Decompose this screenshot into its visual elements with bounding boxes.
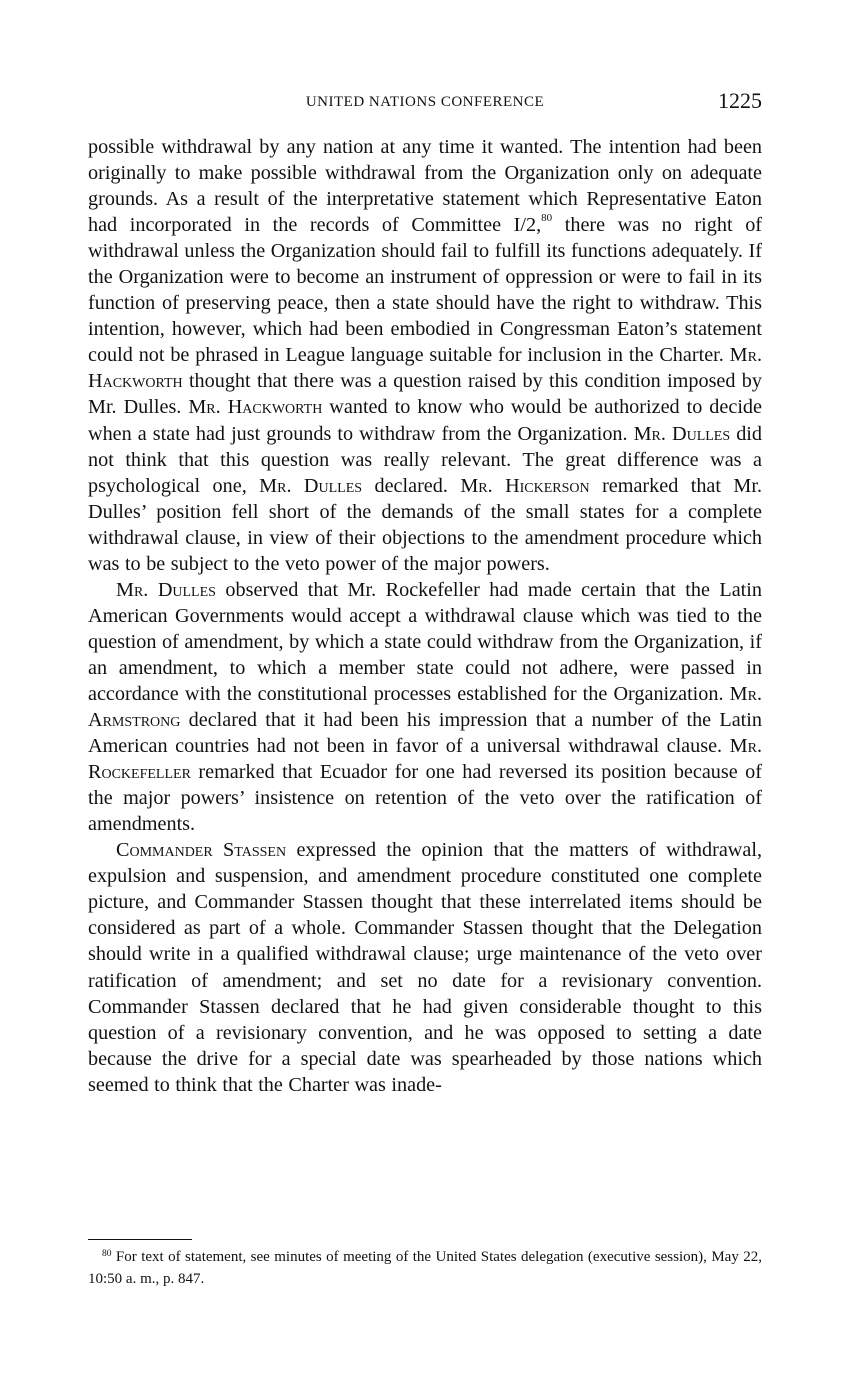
footnote-text: For text of statement, see minutes of meeting of the United States delegation (executive session), May 22, 10:50 a. m., p. 847. [88,1249,762,1287]
footnote-reference: 80 [541,212,553,225]
paragraph-2 [88,577,762,837]
running-head: UNITED NATIONS CONFERENCE [305,94,545,110]
speaker-name: Mr. Dulles [259,474,363,497]
text-run: declared that it had been his impression that a number of the Latin American countries had not been in favor of a universal withdrawal clause. [88,709,762,758]
text-run: observed that Mr. Rockefeller had made certain that the Latin American Governments would accept a withdrawal clause which was tied to the question of amendment, by which a state could withdraw from the Organization, if an amendment, to which a member state could not adhere, were passed in accordance with the constitutional processes established for the Organization. [88,578,762,705]
text-run: remarked that Ecuador for one had reversed its position because of the major powers’ insistence on retention of the veto over the ratification of amendments. [88,761,762,836]
speaker-name: Mr. Dulles [633,422,731,445]
speaker-name: Mr. Armstrong [88,682,762,732]
body-text [88,134,762,1098]
text-run: possible withdrawal by any nation at any time it wanted. The intention had been originally to make possible withdrawal from the Organization only on adequate grounds. As a result of the interpretative statement which Representative Eaton had incorporated in the records of Committee I/2, [88,136,762,237]
footnote [88,1247,762,1289]
text-run: did not think that this question was really relevant. The great difference was a psychological one, [88,422,762,497]
speaker-name: Mr. Hackworth [188,396,323,419]
text-run: declared. [362,474,461,497]
text-run: expressed the opinion that the matters of withdrawal, expulsion and suspension, and amendment procedure constituted one complete picture, and Commander Stassen thought that these interrelated items should be considered as part of a whole. Commander Stassen thought that the Delegation should write in a qualified withdrawal clause; urge maintenance of the veto over ratification of amendment; and set no date for a revisionary convention. Commander Stassen declared that he had given considerable thought to this question of a revisionary convention, and he was opposed to setting a date because the drive for a special date was spearheaded by those nations which seemed to think that the Charter was inade- [88,839,762,1096]
speaker-name: Mr. Dulles [116,578,216,601]
paragraph-1 [88,134,762,577]
paragraph-3 [88,837,762,1097]
speaker-name: Mr. Hickerson [460,474,590,497]
footnote-rule [88,1239,192,1240]
speaker-name: Commander Stassen [116,839,287,862]
text-run: remarked that Mr. Dulles’ position fell short of the demands of the small states for a complete withdrawal clause, in view of their objections to the amendment procedure which was to be subject to the veto power of the major powers. [88,474,763,575]
page-header [88,88,762,122]
speaker-name: Mr. Hackworth [88,344,762,393]
speaker-name: Mr. Rockefeller [88,735,762,784]
page-number: 1225 [718,88,762,113]
footnote-marker: 80 [102,1249,112,1259]
text-run: there was no right of withdrawal unless the Organization should fail to fulfill its functions adequately. If the Organization were to become an instrument of oppression or were to fail in its function of preserving peace, then a state should have the right to withdraw. This intention, however, which had been embodied in Congressman Eaton’s statement could not be phrased in League language suitable for inclusion in the Charter. [88,214,763,367]
text-run: wanted to know who would be authorized to decide when a state had just grounds to withdraw from the Organization. [88,396,762,445]
text-run: thought that there was a question raised by this condition imposed by Mr. Dulles. [88,370,762,419]
